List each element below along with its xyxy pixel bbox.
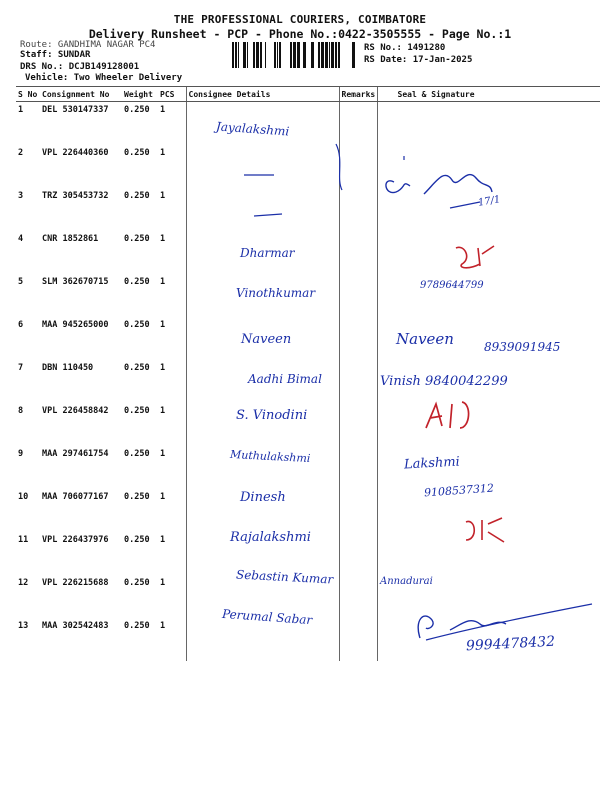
cell-sno: 7 (18, 363, 24, 373)
runsheet-subtitle: Delivery Runsheet - PCP - Phone No.:0422-3505555 - Page No.:1 (88, 27, 512, 41)
cell-remarks (339, 145, 377, 188)
handwritten-remark-12: Annadurai (380, 576, 433, 587)
rs-number: RS No.: 1491280 (364, 43, 446, 53)
cell-consignment: SLM 362670715 (42, 277, 109, 287)
cell-sno: 13 (18, 621, 29, 631)
cell-consignment: DBN 110450 (42, 363, 94, 373)
cell-remarks (339, 489, 377, 532)
table-row (16, 102, 600, 146)
cell-consignee (186, 446, 339, 489)
cell-consignee (186, 145, 339, 188)
cell-remarks (339, 360, 377, 403)
handwritten-consignee-5: Vinothkumar (236, 286, 316, 300)
cell-consignee (186, 532, 339, 575)
col-header-remarks: Remarks (339, 87, 377, 102)
cell-signature (377, 489, 600, 532)
cell-signature (377, 403, 600, 446)
cell-sno: 9 (18, 449, 24, 459)
cell-remarks (339, 317, 377, 360)
cell-consignee (186, 231, 339, 274)
cell-weight: 0.250 (124, 234, 150, 244)
cell-weight: 0.250 (124, 191, 150, 201)
barcode (232, 42, 358, 68)
handwritten-date-3: 17/1 (477, 194, 502, 209)
table-row (16, 446, 600, 489)
cell-consignment: MAA 297461754 (42, 449, 109, 459)
table-row (16, 231, 600, 274)
handwritten-consignee-7: Aadhi Bimal (248, 372, 322, 386)
handwritten-signature-9: Lakshmi (403, 454, 461, 473)
cell-signature (377, 102, 600, 146)
col-header-sno: S No (16, 87, 40, 102)
cell-remarks (339, 231, 377, 274)
handwritten-phone-6: 8939091945 (484, 340, 561, 354)
cell-remarks (339, 274, 377, 317)
cell-sno: 8 (18, 406, 24, 416)
route-label: Route: GANDHIMA NAGAR PC4 (20, 40, 156, 50)
cell-remarks (339, 446, 377, 489)
cell-sno: 12 (18, 578, 29, 588)
cell-signature (377, 532, 600, 575)
runsheet-table (16, 86, 600, 661)
cell-consignee (186, 403, 339, 446)
cell-weight: 0.250 (124, 406, 150, 416)
cell-consignment: VPL 226440360 (42, 148, 109, 158)
cell-consignee (186, 102, 339, 146)
cell-remarks (339, 403, 377, 446)
cell-pcs: 1 (160, 492, 166, 502)
cell-consignment: VPL 226458842 (42, 406, 109, 416)
cell-consignee (186, 188, 339, 231)
cell-weight: 0.250 (124, 320, 150, 330)
handwritten-consignee-4: Dharmar (240, 246, 295, 260)
cell-weight: 0.250 (124, 277, 150, 287)
col-header-consignment: Consignment No (40, 87, 122, 102)
cell-consignee (186, 360, 339, 403)
cell-pcs: 1 (160, 535, 166, 545)
col-header-consignee: Consignee Details (186, 87, 339, 102)
handwritten-signature-7: Vinish 9840042299 (380, 374, 508, 389)
company-title: THE PROFESSIONAL COURIERS, COIMBATORE (173, 13, 427, 26)
cell-sno: 2 (18, 148, 24, 158)
cell-consignment: CNR 1852861 (42, 234, 99, 244)
cell-signature (377, 618, 600, 661)
cell-consignee (186, 618, 339, 661)
cell-signature (377, 446, 600, 489)
cell-pcs: 1 (160, 621, 166, 631)
cell-pcs: 1 (160, 105, 166, 115)
cell-signature (377, 360, 600, 403)
col-header-weight: Weight (122, 87, 158, 102)
cell-pcs: 1 (160, 578, 166, 588)
cell-pcs: 1 (160, 148, 166, 158)
cell-weight: 0.250 (124, 363, 150, 373)
vehicle-label: Vehicle: Two Wheeler Delivery (25, 73, 183, 83)
handwritten-consignee-12: Sebastin Kumar (235, 567, 334, 587)
cell-pcs: 1 (160, 406, 166, 416)
cell-signature (377, 317, 600, 360)
cell-sno: 6 (18, 320, 24, 330)
col-header-signature: Seal & Signature (377, 87, 600, 102)
table-row (16, 145, 600, 188)
cell-sno: 4 (18, 234, 24, 244)
cell-consignment: VPL 226215688 (42, 578, 109, 588)
cell-weight: 0.250 (124, 105, 150, 115)
cell-remarks (339, 188, 377, 231)
cell-pcs: 1 (160, 449, 166, 459)
cell-sno: 10 (18, 492, 29, 502)
table-row (16, 188, 600, 231)
cell-remarks (339, 102, 377, 146)
cell-weight: 0.250 (124, 535, 150, 545)
cell-weight: 0.250 (124, 621, 150, 631)
cell-pcs: 1 (160, 363, 166, 373)
cell-consignment: MAA 945265000 (42, 320, 109, 330)
handwritten-phone-13: 9994478432 (465, 633, 556, 655)
cell-signature (377, 145, 600, 188)
cell-consignee (186, 575, 339, 618)
handwritten-consignee-9: Muthulakshmi (229, 447, 311, 466)
handwritten-consignee-13: Perumal Sabar (221, 606, 313, 628)
cell-weight: 0.250 (124, 492, 150, 502)
table-row (16, 317, 600, 360)
cell-consignment: MAA 706077167 (42, 492, 109, 502)
table-row (16, 575, 600, 618)
signature-6: Naveen (396, 330, 454, 348)
handwritten-phone-10: 9108537312 (423, 481, 495, 500)
cell-weight: 0.250 (124, 148, 150, 158)
cell-sno: 1 (18, 105, 24, 115)
table-row (16, 403, 600, 446)
table-row (16, 360, 600, 403)
staff-label: Staff: SUNDAR (20, 50, 91, 60)
rs-date: RS Date: 17-Jan-2025 (364, 55, 473, 65)
cell-consignment: DEL 530147337 (42, 105, 109, 115)
cell-sno: 11 (18, 535, 29, 545)
handwritten-phone-5: 9789644799 (420, 280, 484, 291)
drs-number: DRS No.: DCJB149128001 (20, 62, 140, 72)
cell-pcs: 1 (160, 234, 166, 244)
table-row (16, 489, 600, 532)
cell-signature (377, 274, 600, 317)
cell-pcs: 1 (160, 191, 166, 201)
col-header-pcs: PCS (158, 87, 186, 102)
cell-signature (377, 575, 600, 618)
cell-remarks (339, 532, 377, 575)
cell-pcs: 1 (160, 277, 166, 287)
table-row (16, 532, 600, 575)
cell-signature (377, 231, 600, 274)
cell-remarks (339, 618, 377, 661)
cell-remarks (339, 575, 377, 618)
cell-consignee (186, 489, 339, 532)
cell-weight: 0.250 (124, 578, 150, 588)
cell-signature (377, 188, 600, 231)
handwritten-consignee-1: Jayalakshmi (215, 119, 290, 139)
table-row (16, 618, 600, 661)
cell-weight: 0.250 (124, 449, 150, 459)
cell-consignee (186, 317, 339, 360)
cell-pcs: 1 (160, 320, 166, 330)
handwritten-consignee-10: Dinesh (240, 490, 286, 505)
cell-sno: 3 (18, 191, 24, 201)
handwritten-consignee-6: Naveen (241, 332, 292, 347)
handwritten-consignee-11: Rajalakshmi (230, 530, 311, 545)
cell-sno: 5 (18, 277, 24, 287)
cell-consignment: VPL 226437976 (42, 535, 109, 545)
cell-consignment: TRZ 305453732 (42, 191, 109, 201)
cell-consignee (186, 274, 339, 317)
cell-consignment: MAA 302542483 (42, 621, 109, 631)
table-header-row (16, 87, 600, 102)
table-row (16, 274, 600, 317)
handwritten-consignee-8: S. Vinodini (236, 408, 308, 423)
